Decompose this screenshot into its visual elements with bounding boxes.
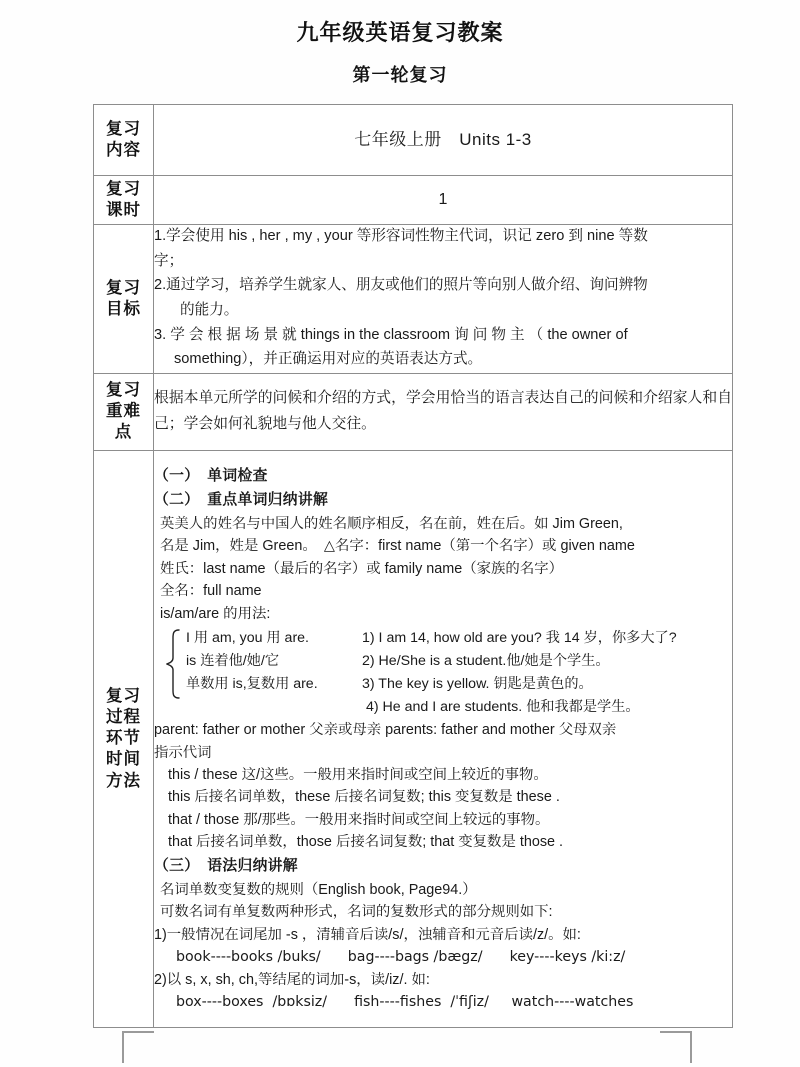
content-units-text: 七年级上册 Units 1-3 xyxy=(354,129,532,149)
demonstratives-line-4: that 后接名词单数，those 后接名词复数; that 变复数是 those . xyxy=(168,834,564,851)
names-line-1: 英美人的姓名与中国人的姓名顺序相反，名在前，姓在后。如 Jim Green, xyxy=(160,515,623,532)
section-two-title: 重点单词归纳讲解 xyxy=(207,491,329,508)
row-label-periods xyxy=(94,176,154,225)
objectives-list xyxy=(154,225,732,372)
table-row-periods xyxy=(94,176,733,225)
brace-example-2: 2) He/She is a student.他/她是个学生。 xyxy=(362,653,610,670)
row-label-process-line5: 方法 xyxy=(106,771,141,790)
brace-rule-1: I 用 am, you 用 are. xyxy=(186,630,309,647)
curly-brace-icon xyxy=(164,627,184,719)
page-title: 九年级英语复习教案 xyxy=(296,20,504,45)
plural-rule-2: 2)以 s, x, sh, ch,等结尾的词加-s，读/iz/. 如: xyxy=(154,971,430,988)
page-subtitle: 第一轮复习 xyxy=(352,65,448,85)
key-points-text: 根据本单元所学的问候和介绍的方式，学会用恰当的语言表达自己的问候和介绍家人和自己；学会如何礼貌地与他人交往。 xyxy=(154,390,732,432)
lesson-plan-table-wrapper xyxy=(93,104,733,1028)
row-value-periods: 1 xyxy=(154,176,733,225)
brace-rule-3: 单数用 is,复数用 are. xyxy=(186,676,318,693)
row-label-objectives-line1: 复习 xyxy=(106,278,141,297)
list-item xyxy=(154,299,732,323)
crop-mark-bottom-left xyxy=(122,1031,154,1063)
list-item xyxy=(154,250,732,274)
section-one-number: （一） xyxy=(154,467,200,484)
list-item xyxy=(154,274,732,298)
objective-1-line1: 1.学会使用 his , her , my , your 等形容词性物主代词，识记 zero 到 nine 等数 xyxy=(154,228,648,244)
row-value-process xyxy=(154,450,733,1027)
row-value-objectives xyxy=(154,225,733,374)
names-line-3: 姓氏：last name（最后的名字）或 family name（家族的名字） xyxy=(160,560,563,577)
brace-left-column xyxy=(184,627,362,719)
row-label-process-line2: 过程 xyxy=(106,708,141,727)
brace-right-column xyxy=(362,627,732,719)
row-label-objectives xyxy=(94,225,154,374)
plural-rule-1: 1)一般情况在词尾加 -s ，清辅音后读/s/，浊辅音和元音后读/z/。如: xyxy=(154,926,581,943)
section-three-heading xyxy=(154,855,732,878)
row-label-periods-line1: 复习 xyxy=(106,179,141,198)
row-value-key-points xyxy=(154,373,733,450)
row-label-content-line2: 内容 xyxy=(106,141,141,159)
names-line-2: 名是 Jim，姓是 Green。 △名字：first name（第一个名字）或 given name xyxy=(160,538,635,555)
plural-rule-2-examples: box----boxes /bɒksiz/ fish----fishes /ˈfiʃiz/ watch----watches xyxy=(176,993,634,1010)
parent-note: parent: father or mother 父亲或母亲 parents: father and mother 父母双亲 xyxy=(154,722,617,739)
brace-example-1: 1) I am 14, how old are you? 我 14 岁，你多大了? xyxy=(362,630,677,647)
objective-3-line1: 3. 学 会 根 据 场 景 就 things in the classroom 询 问 物 主 （ the owner of xyxy=(154,326,628,343)
objective-2-line2: 的能力。 xyxy=(180,301,239,318)
row-label-key-points-line2: 重难 xyxy=(106,402,141,421)
row-label-process-line4: 时间 xyxy=(106,750,141,769)
section-three-number: （三） xyxy=(154,857,200,874)
row-label-process-line3: 环节 xyxy=(106,729,141,748)
lesson-plan-table xyxy=(93,104,733,1028)
section-three-title: 语法归纳讲解 xyxy=(207,857,298,874)
brace-rule-2: is 连着他/她/它 xyxy=(186,653,280,670)
list-item xyxy=(154,348,732,372)
demonstratives-line-1: this / these 这/这些。一般用来指时间或空间上较近的事物。 xyxy=(168,766,548,783)
section-one-title: 单词检查 xyxy=(207,467,268,484)
row-label-process xyxy=(94,450,154,1027)
plural-rules-intro-2: 可数名词有单复数两种形式，名词的复数形式的部分规则如下: xyxy=(160,904,553,921)
objective-2-line1: 2.通过学习，培养学生就家人、朋友或他们的照片等向别人做介绍、询问辨物 xyxy=(154,277,648,294)
row-label-key-points xyxy=(94,373,154,450)
row-label-process-line1: 复习 xyxy=(106,687,141,706)
section-one-heading xyxy=(154,465,732,488)
table-row-objectives xyxy=(94,225,733,374)
demonstratives-title: 指示代词 xyxy=(154,744,212,761)
plural-rule-1-examples: book----books /buks/ bag----bags /bægz/ key----keys /ki:z/ xyxy=(176,949,626,966)
section-two-number: （二） xyxy=(154,491,200,508)
crop-mark-bottom-right xyxy=(660,1031,692,1063)
plural-rules-intro-1: 名词单数变复数的规则（English book, Page94.） xyxy=(160,881,477,898)
table-row-content xyxy=(94,105,733,176)
row-value-content xyxy=(154,105,733,176)
is-am-are-brace-block xyxy=(154,627,732,719)
row-label-periods-line2: 课时 xyxy=(106,201,141,219)
section-two-heading xyxy=(154,489,732,512)
brace-example-4: 4) He and I are students. 他和我都是学生。 xyxy=(366,699,640,716)
objective-3-line2: something），并正确运用对应的英语表达方式。 xyxy=(174,351,483,368)
objective-1-line2: 字； xyxy=(154,252,184,269)
row-label-content xyxy=(94,105,154,176)
list-item xyxy=(154,225,732,249)
brace-example-3: 3) The key is yellow. 钥匙是黄色的。 xyxy=(362,676,593,693)
demonstratives-line-2: this 后接名词单数，these 后接名词复数; this 变复数是 these . xyxy=(168,789,560,806)
table-row-process xyxy=(94,450,733,1027)
demonstratives-line-3: that / those 那/那些。一般用来指时间或空间上较远的事物。 xyxy=(168,811,550,828)
table-row-key-points xyxy=(94,373,733,450)
list-item xyxy=(154,324,732,348)
is-am-are-usage-label: is/am/are 的用法: xyxy=(160,605,271,622)
row-label-objectives-line2: 目标 xyxy=(106,299,141,318)
row-label-key-points-line1: 复习 xyxy=(106,381,141,400)
row-label-key-points-line3: 点 xyxy=(114,423,133,442)
names-line-4: 全名：full name xyxy=(160,583,262,600)
row-label-content-line1: 复习 xyxy=(106,119,141,138)
